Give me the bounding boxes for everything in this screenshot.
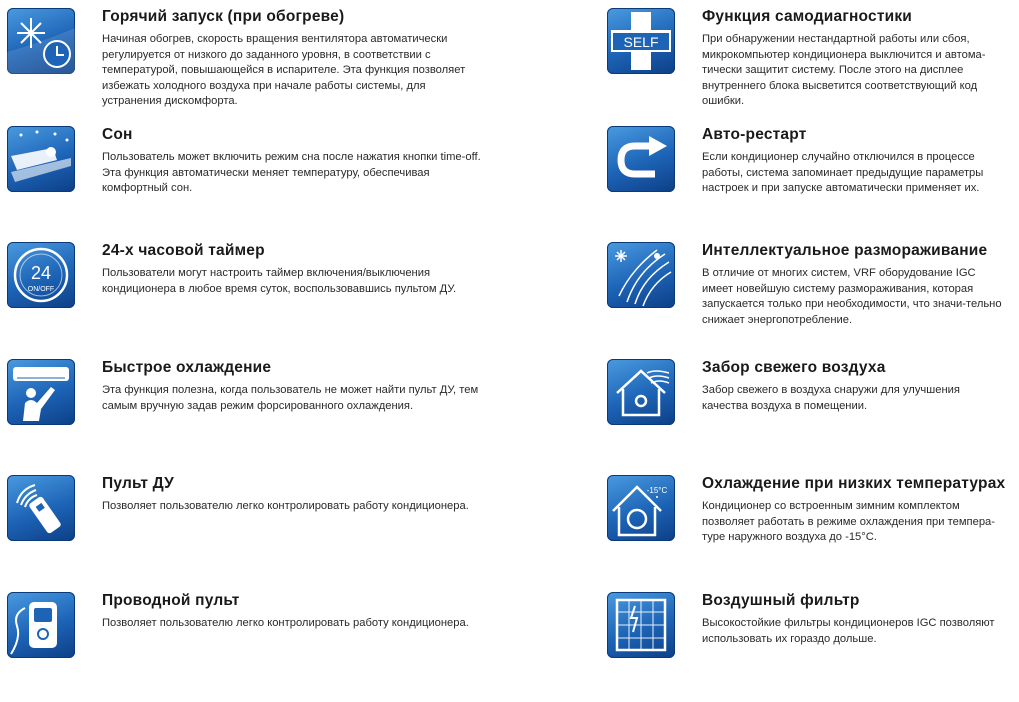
feature-title: Охлаждение при низких температурах	[702, 475, 1006, 492]
auto-restart-arrow-icon	[607, 126, 675, 192]
self-diagnosis-icon	[607, 8, 675, 74]
feature-title: Быстрое охлаждение	[102, 359, 272, 376]
feature-description: Позволяет пользователю легко контролировать работу кондиционера.	[102, 617, 469, 629]
snowflake-clock-icon	[7, 8, 75, 74]
feature-title: Интеллектуальное размораживание	[702, 242, 988, 259]
feature-description: Забор свежего в воздуха снаружи для улучшения качества воздуха в помещении.	[702, 384, 960, 412]
feature-description: Если кондиционер случайно отключился в процессе работы, система запоминает предыдущие параметры настроек и при запуске автоматически применяет их.	[702, 151, 984, 195]
feature-description: Пользователь может включить режим сна после нажатия кнопки time-off. Эта функция автоматически меняет температуру, обеспечивая комфортный сон.	[102, 151, 481, 195]
feature-auto-restart	[607, 126, 1007, 236]
feature-description: Позволяет пользователю легко контролировать работу кондиционера.	[102, 500, 469, 512]
feature-wired	[7, 592, 469, 702]
feature-description: Пользователи могут настроить таймер включения/выключения кондиционера в любое время суток, воспользовавшись пультом ДУ.	[102, 267, 457, 295]
low-temp-house-icon	[607, 475, 675, 541]
timer-caption: ON/OFF	[27, 286, 55, 293]
feature-low-temp	[607, 475, 1007, 585]
remote-control-icon	[7, 475, 75, 541]
wired-controller-icon	[7, 592, 75, 658]
feature-title: Авто-рестарт	[702, 126, 807, 143]
feature-title: Горячий запуск (при обогреве)	[102, 8, 345, 25]
self-label: SELF	[623, 34, 659, 50]
feature-remote	[7, 475, 469, 585]
timer-number: 24	[30, 263, 52, 283]
feature-description: В отличие от многих систем, VRF оборудование IGC имеет новейшую систему размораживания, которая запускается только при необходимости, что значи-тельно снижает энергопотребление.	[702, 267, 1002, 326]
feature-hot-start	[7, 8, 466, 118]
manual-cooling-icon	[7, 359, 75, 425]
feature-quick-cool	[7, 359, 479, 469]
feature-title: Проводной пульт	[102, 592, 240, 609]
feature-air-filter	[607, 592, 1007, 702]
fresh-air-house-icon	[607, 359, 675, 425]
feature-description: Начиная обогрев, скорость вращения вентилятора автоматически регулируется от низкого до заданного уровня, в соответствии с температурой, повышающейся в испарителе. Эта функция позволяет избежать холодного воздуха при начале работы системы, для устранения дискомфорта.	[102, 33, 466, 108]
feature-title: Воздушный фильтр	[702, 592, 860, 609]
feature-title: Сон	[102, 126, 133, 143]
feature-self-diagnosis	[607, 8, 1007, 118]
feature-title: 24-х часовой таймер	[102, 242, 265, 259]
feature-timer	[7, 242, 457, 352]
feature-title: Функция самодиагностики	[702, 8, 913, 25]
feature-description: Кондиционер со встроенным зимним комплектом позволяет работать в режиме охлаждения при темпера-туре наружного воздуха до -15°С.	[702, 500, 995, 544]
feature-title: Забор свежего воздуха	[702, 359, 886, 376]
defrost-coil-icon	[607, 242, 675, 308]
timer-24-icon	[7, 242, 75, 308]
feature-description: При обнаружении нестандартной работы или сбоя, микрокомпьютер кондиционера выключится и автома-тически защитит систему. После этого на дисплее внутреннего блока высветится соответствующий код ошибки.	[702, 33, 986, 108]
air-filter-icon	[607, 592, 675, 658]
feature-title: Пульт ДУ	[102, 475, 174, 492]
feature-sleep	[7, 126, 481, 236]
feature-defrost	[607, 242, 1007, 352]
sleep-bed-icon	[7, 126, 75, 192]
low-temp-label: -15°C	[646, 486, 668, 495]
feature-description: Эта функция полезна, когда пользователь не может найти пульт ДУ, тем самым вручную задав режим форсированного охлаждения.	[102, 384, 479, 412]
feature-description: Высокостойкие фильтры кондиционеров IGC позволяют использовать их гораздо дольше.	[702, 617, 995, 645]
feature-fresh-air	[607, 359, 1007, 469]
